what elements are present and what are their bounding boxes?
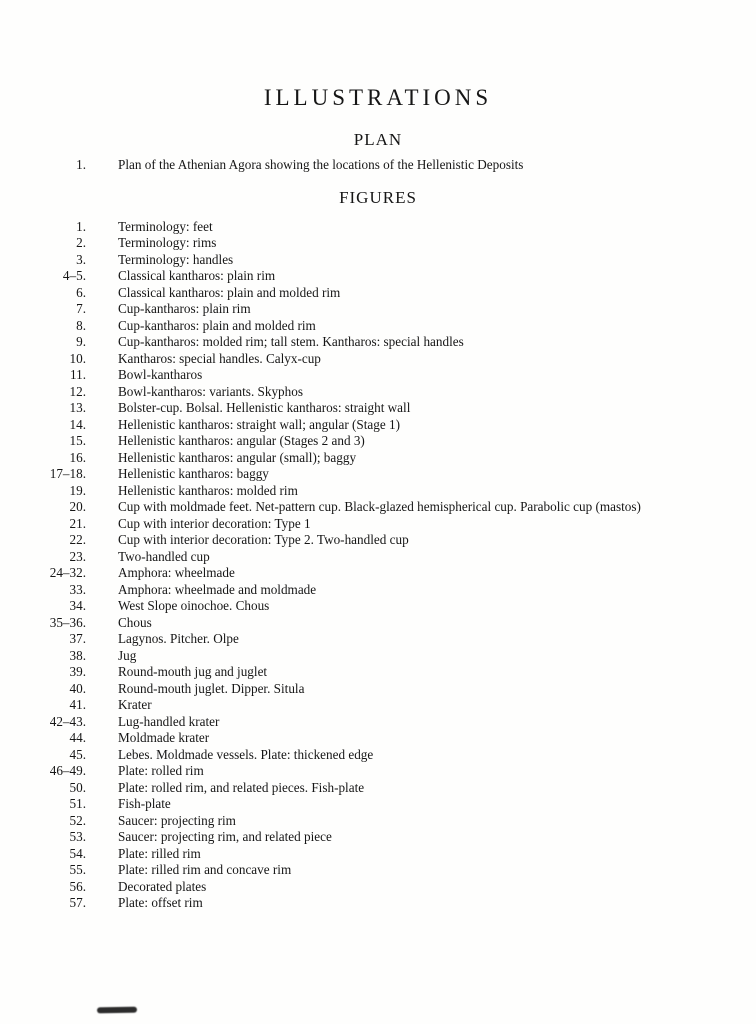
list-item bbox=[0, 829, 756, 846]
item-label: Round-mouth jug and juglet bbox=[118, 664, 268, 679]
item-label: Cup with interior decoration: Type 1 bbox=[118, 515, 311, 531]
item-number: 1. bbox=[76, 157, 86, 172]
item-label: Saucer: projecting rim bbox=[118, 812, 236, 828]
item-label: Jug bbox=[118, 647, 137, 663]
item-label: Two-handled cup bbox=[118, 548, 210, 564]
item-label: Hellenistic kantharos: angular (Stages 2 and 3) bbox=[118, 433, 365, 448]
item-number: 45. bbox=[69, 746, 86, 762]
item-number: 20. bbox=[69, 499, 86, 514]
item-number: 10. bbox=[69, 350, 86, 366]
item-label: Kantharos: special handles. Calyx-cup bbox=[118, 350, 321, 366]
item-label: Saucer: projecting rim, and related piece bbox=[118, 829, 332, 844]
item-label: Cup with interior decoration: Type 2. Two-handled cup bbox=[118, 532, 409, 547]
item-label: Plate: rilled rim and concave rim bbox=[118, 862, 292, 877]
list-item bbox=[0, 450, 756, 467]
item-number: 22. bbox=[69, 532, 86, 547]
item-label: Cup-kantharos: molded rim; tall stem. Kantharos: special handles bbox=[118, 334, 464, 349]
list-item bbox=[0, 549, 756, 566]
list-item bbox=[0, 400, 756, 417]
list-item bbox=[0, 433, 756, 450]
list-item bbox=[0, 466, 756, 483]
list-item bbox=[0, 664, 756, 681]
list-item bbox=[0, 879, 756, 896]
list-item bbox=[0, 747, 756, 764]
item-number: 17–18. bbox=[49, 466, 86, 481]
plan-list bbox=[0, 157, 756, 174]
item-label: Terminology: feet bbox=[118, 218, 213, 234]
item-label: Cup with moldmade feet. Net-pattern cup. Black-glazed hemispherical cup. Parabolic cup (mastos) bbox=[118, 499, 641, 514]
item-number: 38. bbox=[69, 647, 86, 663]
item-number: 44. bbox=[69, 730, 86, 745]
list-item bbox=[0, 532, 756, 549]
plan-heading: PLAN bbox=[353, 130, 403, 149]
section-figures bbox=[0, 188, 756, 912]
item-number: 21. bbox=[69, 515, 86, 531]
item-number: 56. bbox=[69, 878, 86, 894]
list-item bbox=[0, 862, 756, 879]
item-number: 14. bbox=[69, 416, 86, 432]
item-number: 34. bbox=[69, 598, 86, 613]
item-label: Fish-plate bbox=[118, 796, 171, 811]
list-item bbox=[0, 417, 756, 434]
item-label: Lebes. Moldmade vessels. Plate: thickened edge bbox=[118, 746, 374, 762]
item-number: 55. bbox=[69, 862, 86, 877]
item-label: Plate: rolled rim bbox=[118, 763, 204, 778]
item-label: Krater bbox=[118, 697, 152, 712]
item-number: 42–43. bbox=[49, 713, 86, 729]
list-item bbox=[0, 351, 756, 368]
item-number: 6. bbox=[76, 284, 86, 300]
item-number: 33. bbox=[69, 581, 86, 597]
list-item bbox=[0, 631, 756, 648]
list-item bbox=[0, 516, 756, 533]
figures-heading: FIGURES bbox=[339, 187, 417, 207]
item-label: Plan of the Athenian Agora showing the locations of the Hellenistic Deposits bbox=[118, 157, 524, 172]
item-number: 57. bbox=[69, 895, 86, 910]
item-number: 51. bbox=[69, 796, 86, 811]
item-number: 54. bbox=[69, 845, 86, 861]
item-label: Classical kantharos: plain rim bbox=[118, 268, 276, 283]
item-label: Round-mouth juglet. Dipper. Situla bbox=[118, 680, 305, 696]
item-number: 35–36. bbox=[49, 614, 86, 630]
item-label: Plate: offset rim bbox=[118, 895, 203, 910]
list-item bbox=[0, 681, 756, 698]
item-label: Bowl-kantharos: variants. Skyphos bbox=[118, 383, 303, 399]
list-item bbox=[0, 582, 756, 599]
list-item bbox=[0, 334, 756, 351]
item-number: 16. bbox=[69, 449, 86, 465]
item-label: Plate: rolled rim, and related pieces. Fish-plate bbox=[118, 779, 365, 795]
list-item bbox=[0, 648, 756, 665]
list-item bbox=[0, 367, 756, 384]
item-number: 37. bbox=[69, 631, 86, 646]
item-number: 11. bbox=[70, 367, 86, 382]
page-scan-artifact bbox=[97, 1007, 137, 1014]
item-number: 23. bbox=[69, 548, 86, 564]
list-item bbox=[0, 846, 756, 863]
list-item bbox=[0, 895, 756, 912]
item-number: 3. bbox=[76, 251, 86, 267]
item-label: Lug-handled krater bbox=[118, 713, 220, 729]
list-item bbox=[0, 219, 756, 236]
list-item bbox=[0, 499, 756, 516]
list-item bbox=[0, 235, 756, 252]
item-label: Terminology: rims bbox=[118, 235, 217, 250]
item-label: Hellenistic kantharos: baggy bbox=[118, 466, 269, 481]
item-label: Classical kantharos: plain and molded rim bbox=[118, 284, 341, 300]
item-number: 4–5. bbox=[62, 268, 86, 283]
list-item bbox=[0, 780, 756, 797]
item-number: 50. bbox=[69, 779, 86, 795]
list-item bbox=[0, 318, 756, 335]
item-number: 2. bbox=[76, 235, 86, 250]
list-item bbox=[0, 714, 756, 731]
item-label: Hellenistic kantharos: molded rim bbox=[118, 482, 298, 498]
item-label: Chous bbox=[118, 614, 152, 630]
item-label: Bowl-kantharos bbox=[118, 367, 203, 382]
item-number: 39. bbox=[69, 664, 86, 679]
section-plan bbox=[0, 130, 756, 174]
list-item bbox=[0, 813, 756, 830]
list-item bbox=[0, 301, 756, 318]
item-label: Cup-kantharos: plain and molded rim bbox=[118, 317, 316, 333]
item-number: 52. bbox=[69, 812, 86, 828]
item-label: Plate: rilled rim bbox=[118, 845, 201, 861]
item-number: 15. bbox=[69, 433, 86, 448]
list-item bbox=[0, 285, 756, 302]
figures-list bbox=[0, 219, 756, 912]
list-item bbox=[0, 697, 756, 714]
item-number: 19. bbox=[69, 482, 86, 498]
list-item bbox=[0, 763, 756, 780]
list-item bbox=[0, 483, 756, 500]
item-number: 8. bbox=[76, 317, 86, 333]
page-title: ILLUSTRATIONS bbox=[263, 85, 493, 110]
item-number: 1. bbox=[76, 218, 86, 234]
item-label: Hellenistic kantharos: straight wall; angular (Stage 1) bbox=[118, 416, 400, 432]
item-number: 9. bbox=[76, 334, 86, 349]
list-item bbox=[0, 384, 756, 401]
item-number: 46–49. bbox=[49, 763, 86, 778]
item-label: Amphora: wheelmade and moldmade bbox=[118, 581, 317, 597]
list-item bbox=[0, 730, 756, 747]
item-number: 40. bbox=[69, 680, 86, 696]
item-label: Cup-kantharos: plain rim bbox=[118, 301, 251, 316]
list-item bbox=[0, 598, 756, 615]
item-number: 7. bbox=[76, 301, 86, 316]
item-label: Lagynos. Pitcher. Olpe bbox=[118, 631, 239, 646]
list-item bbox=[0, 615, 756, 632]
item-number: 53. bbox=[69, 829, 86, 844]
item-label: Decorated plates bbox=[118, 878, 207, 894]
list-item bbox=[0, 565, 756, 582]
item-label: Bolster-cup. Bolsal. Hellenistic kantharos: straight wall bbox=[118, 400, 411, 415]
list-item bbox=[0, 796, 756, 813]
item-number: 12. bbox=[69, 383, 86, 399]
item-label: Hellenistic kantharos: angular (small); baggy bbox=[118, 449, 357, 465]
item-label: Amphora: wheelmade bbox=[118, 565, 235, 580]
item-label: West Slope oinochoe. Chous bbox=[118, 598, 270, 613]
list-item bbox=[0, 252, 756, 269]
list-item bbox=[0, 268, 756, 285]
item-label: Moldmade krater bbox=[118, 730, 210, 745]
item-label: Terminology: handles bbox=[118, 251, 234, 267]
item-number: 13. bbox=[69, 400, 86, 415]
list-item bbox=[0, 157, 756, 174]
item-number: 24–32. bbox=[49, 565, 86, 580]
item-number: 41. bbox=[69, 697, 86, 712]
